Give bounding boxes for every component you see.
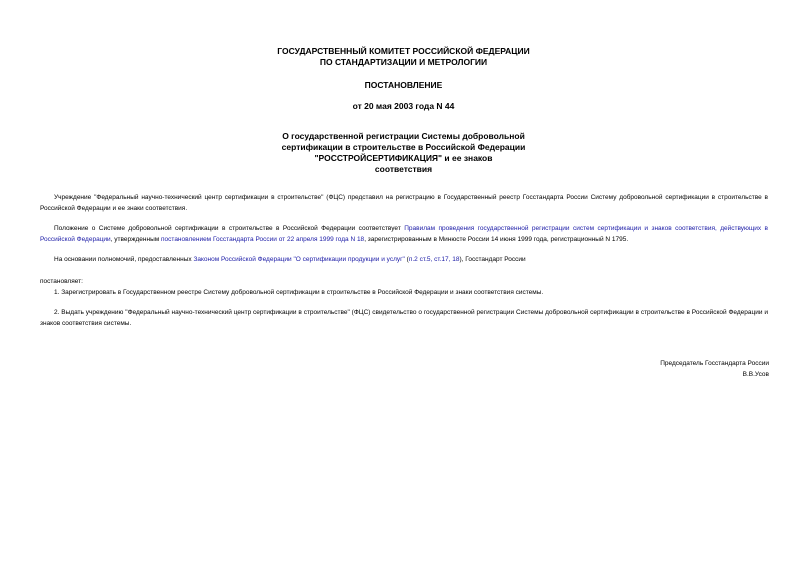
paragraph-authority [40, 254, 768, 265]
paragraph-compliance-text-2: , утвержденным [110, 236, 162, 243]
document-type: ПОСТАНОВЛЕНИЕ [364, 80, 443, 90]
signatory-position: Председатель Госстандарта России [660, 360, 769, 367]
title-line-3: "РОССТРОЙСЕРТИФИКАЦИЯ" и ее знаков [314, 153, 493, 163]
paragraph-authority-text-3: ), Госстандарт России [459, 256, 526, 263]
certification-law-link[interactable]: Законом Российской Федерации "О сертификации продукции и услуг" [193, 256, 405, 263]
signatory-name: В.В.Усов [742, 371, 769, 378]
document-date-number: от 20 мая 2003 года N 44 [352, 101, 455, 111]
issuing-organization [0, 46, 807, 68]
paragraph-submission: Учреждение "Федеральный научно-технический центр сертификации в строительстве" (ФЦС) представил на регистрацию в Государственный реестр Госстандарта России Систему добровольной сертификации в строительстве в Российской Федерации и ее знаки соответствия. [40, 194, 768, 212]
organization-line-2: ПО СТАНДАРТИЗАЦИИ И МЕТРОЛОГИИ [319, 57, 488, 67]
paragraph-compliance-text-1: Положение о Системе добровольной сертификации в строительстве в Российской Федерации соответствует [54, 225, 405, 232]
document-title [0, 131, 807, 175]
title-line-2: сертификации в строительстве в Российской Федерации [281, 142, 526, 152]
organization-line-1: ГОСУДАРСТВЕННЫЙ КОМИТЕТ РОССИЙСКОЙ ФЕДЕРАЦИИ [277, 46, 530, 56]
rules-registration-link[interactable]: Правилам проведения государственной регистрации систем сертификации и знаков соответствия, действующих в Российской Федерации [40, 225, 768, 243]
paragraph-resolves: постановляет: [40, 278, 83, 285]
law-articles-link[interactable]: п.2 ст.5, ст.17, 18 [408, 256, 460, 263]
paragraph-authority-text-2: ( [404, 256, 409, 263]
paragraph-compliance [40, 223, 768, 245]
resolution-item-2: 2. Выдать учреждению "Федеральный научно-технический центр сертификации в строительстве" (ФЦС) свидетельство о государственной регистрации Системы добровольной сертификации в строительстве в Российской Федерации и знаков соответствия системы. [40, 309, 768, 327]
paragraph-compliance-text-3: , зарегистрированным в Минюсте России 14 июня 1999 года, регистрационный N 1795. [364, 236, 629, 243]
resolution-item-1: 1. Зарегистрировать в Государственном реестре Систему добровольной сертификации в строительстве в Российской Федерации и знаки соответствия системы. [54, 289, 544, 296]
title-line-4: соответствия [374, 164, 433, 174]
signature-block [660, 358, 769, 380]
title-line-1: О государственной регистрации Системы добровольной [282, 131, 525, 141]
paragraph-authority-text-1: На основании полномочий, предоставленных [54, 256, 194, 263]
gosstandart-resolution-link[interactable]: постановлением Госстандарта России от 22 апреля 1999 года N 18 [161, 236, 365, 243]
